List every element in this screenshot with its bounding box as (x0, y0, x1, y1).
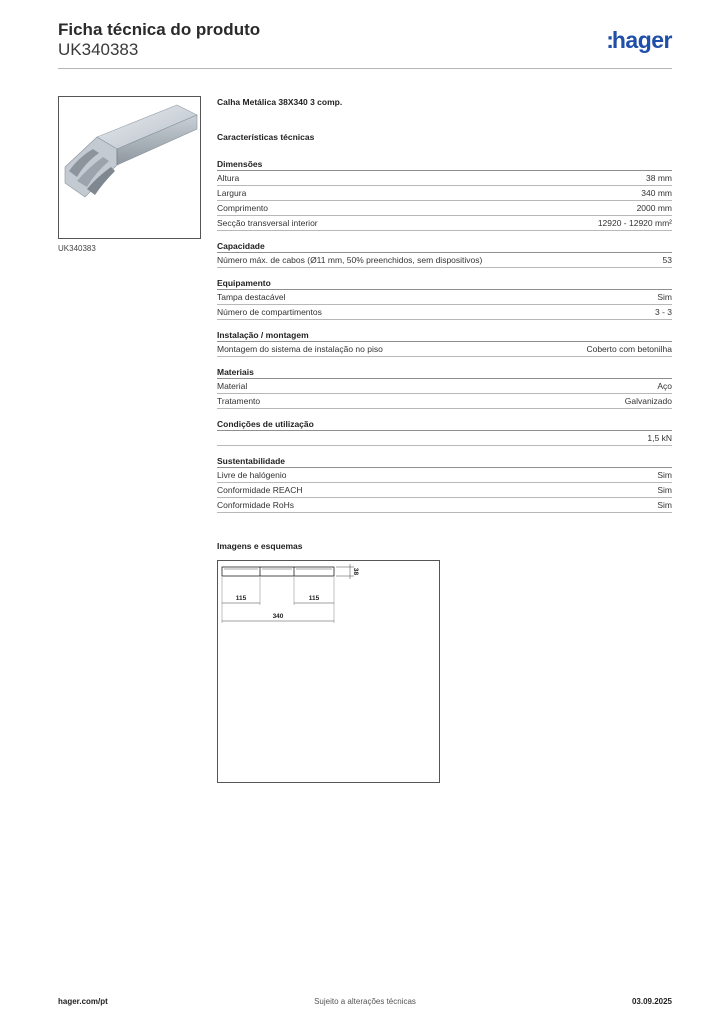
spec-label: Número de compartimentos (217, 307, 322, 317)
technical-characteristics-heading: Características técnicas (217, 132, 315, 142)
spec-row (217, 216, 672, 231)
product-reference: UK340383 (58, 40, 139, 59)
spec-row (217, 468, 672, 483)
spec-row (217, 483, 672, 498)
spec-label: Altura (217, 173, 240, 183)
section-title: Condições de utilização (217, 418, 672, 431)
dimension-total-width: 340 (272, 613, 284, 620)
product-name: Calha Metálica 38X340 3 comp. (217, 97, 343, 107)
spec-row (217, 498, 672, 513)
footer-note: Sujeito a alterações técnicas (314, 997, 416, 1006)
page-footer (58, 997, 672, 1011)
spec-label: Comprimento (217, 203, 269, 213)
spec-row (217, 186, 672, 201)
spec-row (217, 379, 672, 394)
spec-value: Sim (657, 500, 672, 510)
section-dimensions (217, 158, 672, 231)
spec-row (217, 171, 672, 186)
hager-logo: :hager (606, 27, 672, 53)
photo-caption: UK340383 (58, 244, 96, 253)
dimension-height: 38 (352, 567, 359, 576)
footer-website-link[interactable]: hager.com/pt (58, 997, 108, 1006)
trunking-profile (222, 567, 334, 576)
section-title: Capacidade (217, 240, 672, 253)
spec-label: Material (217, 381, 248, 391)
spec-value: 38 mm (646, 173, 672, 183)
spec-row (217, 431, 672, 446)
spec-label: Secção transversal interior (217, 218, 318, 228)
spec-row (217, 394, 672, 409)
spec-label: Conformidade REACH (217, 485, 303, 495)
spec-label: Tampa destacável (217, 292, 286, 302)
technical-drawing (217, 560, 440, 783)
spec-row (217, 342, 672, 357)
section-title: Equipamento (217, 277, 672, 290)
cross-section-diagram (218, 561, 439, 782)
spec-value: Aço (657, 381, 672, 391)
footer-date: 03.09.2025 (631, 997, 672, 1006)
spec-value: 12920 - 12920 mm² (597, 218, 672, 228)
section-equipment (217, 277, 672, 320)
section-title: Instalação / montagem (217, 329, 672, 342)
spec-value: Sim (657, 485, 672, 495)
document-title: Ficha técnica do produto (58, 20, 261, 39)
section-installation (217, 329, 672, 357)
section-conditions-of-use (217, 418, 672, 446)
section-title: Dimensões (217, 158, 672, 171)
spec-label: Conformidade RoHs (217, 500, 295, 510)
spec-label: Número máx. de cabos (Ø11 mm, 50% preenchidos, sem dispositivos) (217, 255, 483, 265)
logo-text: hager (611, 27, 672, 53)
header-divider (58, 68, 672, 69)
spec-row (217, 305, 672, 320)
dimension-right-compartment: 115 (308, 595, 320, 602)
spec-row (217, 253, 672, 268)
page-header (58, 20, 672, 70)
product-photo (58, 96, 201, 239)
spec-value: Galvanizado (624, 396, 672, 406)
spec-value: Sim (657, 470, 672, 480)
section-sustainability (217, 455, 672, 513)
spec-value: 53 (662, 255, 672, 265)
spec-label: Montagem do sistema de instalação no piso (217, 344, 383, 354)
cable-trunking-illustration (59, 97, 200, 238)
spec-value: 2000 mm (636, 203, 672, 213)
spec-value: 3 - 3 (654, 307, 672, 317)
spec-value: 340 mm (641, 188, 672, 198)
spec-label: Largura (217, 188, 247, 198)
section-title: Sustentabilidade (217, 455, 672, 468)
section-materials (217, 366, 672, 409)
section-title: Materiais (217, 366, 672, 379)
spec-label: Livre de halógenio (217, 470, 287, 480)
spec-row (217, 201, 672, 216)
spec-row (217, 290, 672, 305)
spec-label: Tratamento (217, 396, 261, 406)
section-capacity (217, 240, 672, 268)
dimension-left-compartment: 115 (235, 595, 247, 602)
technical-specifications (217, 96, 672, 522)
images-heading: Imagens e esquemas (217, 541, 303, 551)
spec-value: 1,5 kN (647, 433, 672, 443)
spec-value: Sim (657, 292, 672, 302)
spec-value: Coberto com betonilha (586, 344, 672, 354)
